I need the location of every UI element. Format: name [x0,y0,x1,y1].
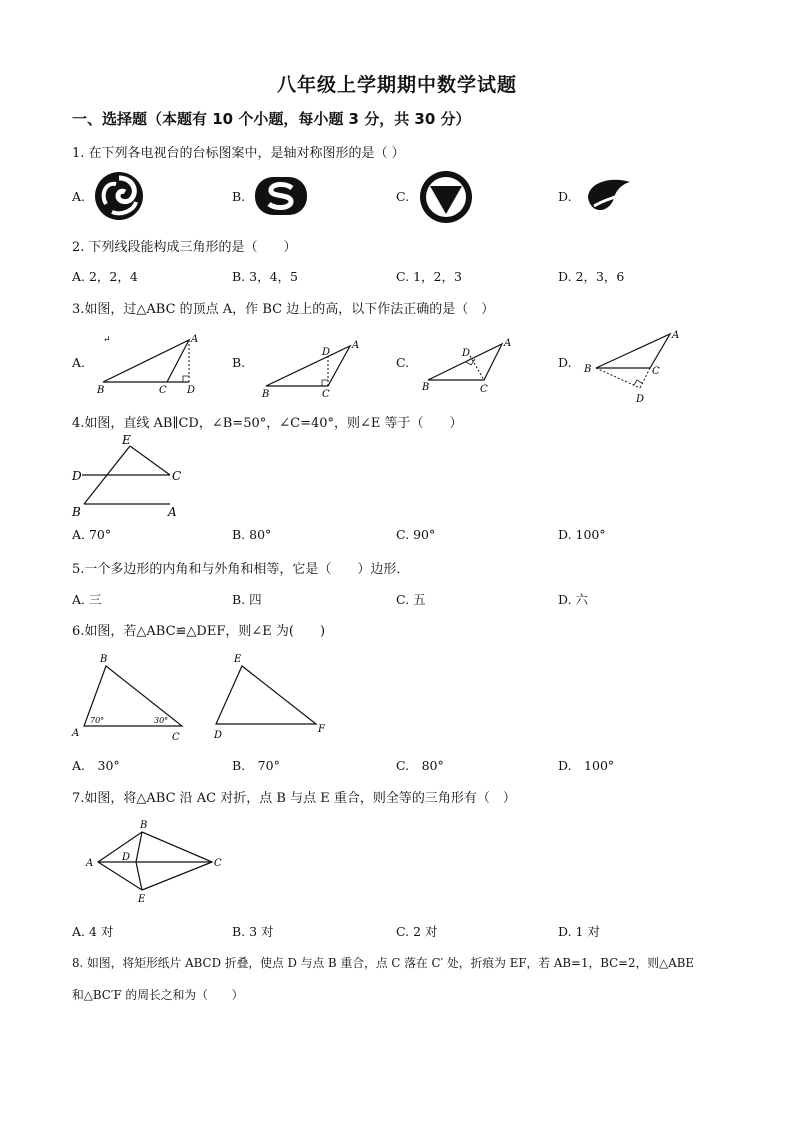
q3-option-b: B. [232,355,246,370]
q7-option-b: B. 3 对 [232,924,274,939]
q6-figure-def [208,648,338,744]
q5-option-b: B. 四 [232,592,262,607]
svg-text:A: A [191,334,199,345]
q4-option-a: A. 70° [72,527,112,542]
q7-option-c: C. 2 对 [396,924,438,939]
logo-leaf-icon [582,176,636,218]
svg-text:E: E [138,894,146,905]
q6-option-d: D. 100° [558,758,615,773]
svg-text:A: A [168,505,177,519]
svg-text:C: C [172,732,180,743]
q6-figure-abc [70,648,200,744]
q3-option-d: D. [558,355,572,370]
svg-text:B: B [422,382,430,393]
q6-option-a: A. 30° [72,758,120,773]
svg-text:D: D [462,348,471,359]
q4-figure [70,432,190,522]
svg-text:B: B [584,364,592,375]
q2-option-a: A. 2，2，4 [72,269,138,284]
q3-option-a: A. [72,355,86,370]
q1-option-c: C. [396,189,410,204]
svg-text:D: D [122,852,131,863]
q4-option-b: B. 80° [232,527,272,542]
logo-spiral-icon [94,170,144,222]
q4-option-c: C. 90° [396,527,436,542]
q7-option-d: D. 1 对 [558,924,600,939]
q1-option-a: A. [72,189,86,204]
svg-text:B: B [140,820,148,831]
q3-figure-c [420,334,530,400]
q2-option-b: B. 3，4，5 [232,269,298,284]
question-4: 4.如图，直线 AB∥CD，∠B=50°，∠C=40°，则∠E 等于（ ） [72,416,463,431]
question-5: 5.一个多边形的内角和与外角和相等，它是（ ）边形． [72,562,410,577]
question-7: 7.如图，将△ABC 沿 AC 对折，点 B 与点 E 重合，则全等的三角形有（ ） [72,791,516,806]
question-2: 2. 下列线段能构成三角形的是（ ） [72,240,297,255]
svg-text:F: F [318,724,325,735]
page-title: 八年级上学期期中数学试题 [276,74,517,96]
svg-text:C: C [159,385,167,396]
svg-text:A: A [72,728,80,739]
svg-text:B: B [262,389,270,400]
svg-text:E: E [234,654,242,665]
q3-fig-a-mark: ↵ [103,335,111,345]
question-8-line-2: 和△BC′F 的周长之和为（ ） [72,988,244,1002]
svg-text:C: C [480,384,488,395]
svg-text:D: D [636,394,645,405]
svg-text:70°: 70° [90,716,105,725]
q5-option-d: D. 六 [558,592,589,607]
logo-s-icon [254,176,308,216]
q3-figure-b [258,334,368,400]
svg-text:B: B [100,654,108,665]
question-6: 6.如图，若△ABC≌△DEF，则∠E 为( ) [72,624,326,639]
logo-v-icon [419,170,473,224]
q3-figure-d [582,328,692,406]
svg-text:D: D [214,730,223,741]
question-8-line-1: 8. 如图，将矩形纸片 ABCD 折叠，使点 D 与点 B 重合，点 C 落在 C′ 处，折痕为 EF，若 AB=1，BC=2，则△ABE [72,956,695,970]
q1-option-b: B. [232,189,246,204]
svg-text:D: D [322,347,331,358]
svg-text:A: A [672,330,680,341]
q5-option-a: A. 三 [72,592,102,607]
svg-text:E: E [122,433,131,447]
q2-option-c: C. 1，2，3 [396,269,462,284]
q5-option-c: C. 五 [396,592,426,607]
svg-text:D: D [187,385,196,396]
svg-text:A: A [86,858,94,869]
svg-text:C: C [322,389,330,400]
svg-text:D: D [72,469,82,483]
q4-option-d: D. 100° [558,527,606,542]
svg-text:30°: 30° [154,716,169,725]
svg-text:A: A [504,338,512,349]
question-3: 3.如图，过△ABC 的顶点 A，作 BC 边上的高，以下作法正确的是（ ） [72,302,495,317]
q7-figure [84,816,234,908]
q6-option-b: B. 70° [232,758,280,773]
q7-option-a: A. 4 对 [72,924,114,939]
q6-option-c: C. 80° [396,758,444,773]
q3-figure-a [95,330,205,396]
q3-option-c: C. [396,355,410,370]
svg-text:C: C [214,858,222,869]
svg-text:A: A [352,340,360,351]
section-heading: 一、选择题（本题有 10 个小题，每小题 3 分，共 30 分） [72,110,471,128]
q2-option-d: D. 2，3，6 [558,269,625,284]
svg-text:C: C [172,469,182,483]
q1-option-d: D. [558,189,572,204]
question-1: 1. 在下列各电视台的台标图案中，是轴对称图形的是（ ） [72,146,405,161]
svg-text:C: C [652,366,660,377]
svg-text:B: B [72,505,81,519]
svg-text:B: B [97,385,105,396]
